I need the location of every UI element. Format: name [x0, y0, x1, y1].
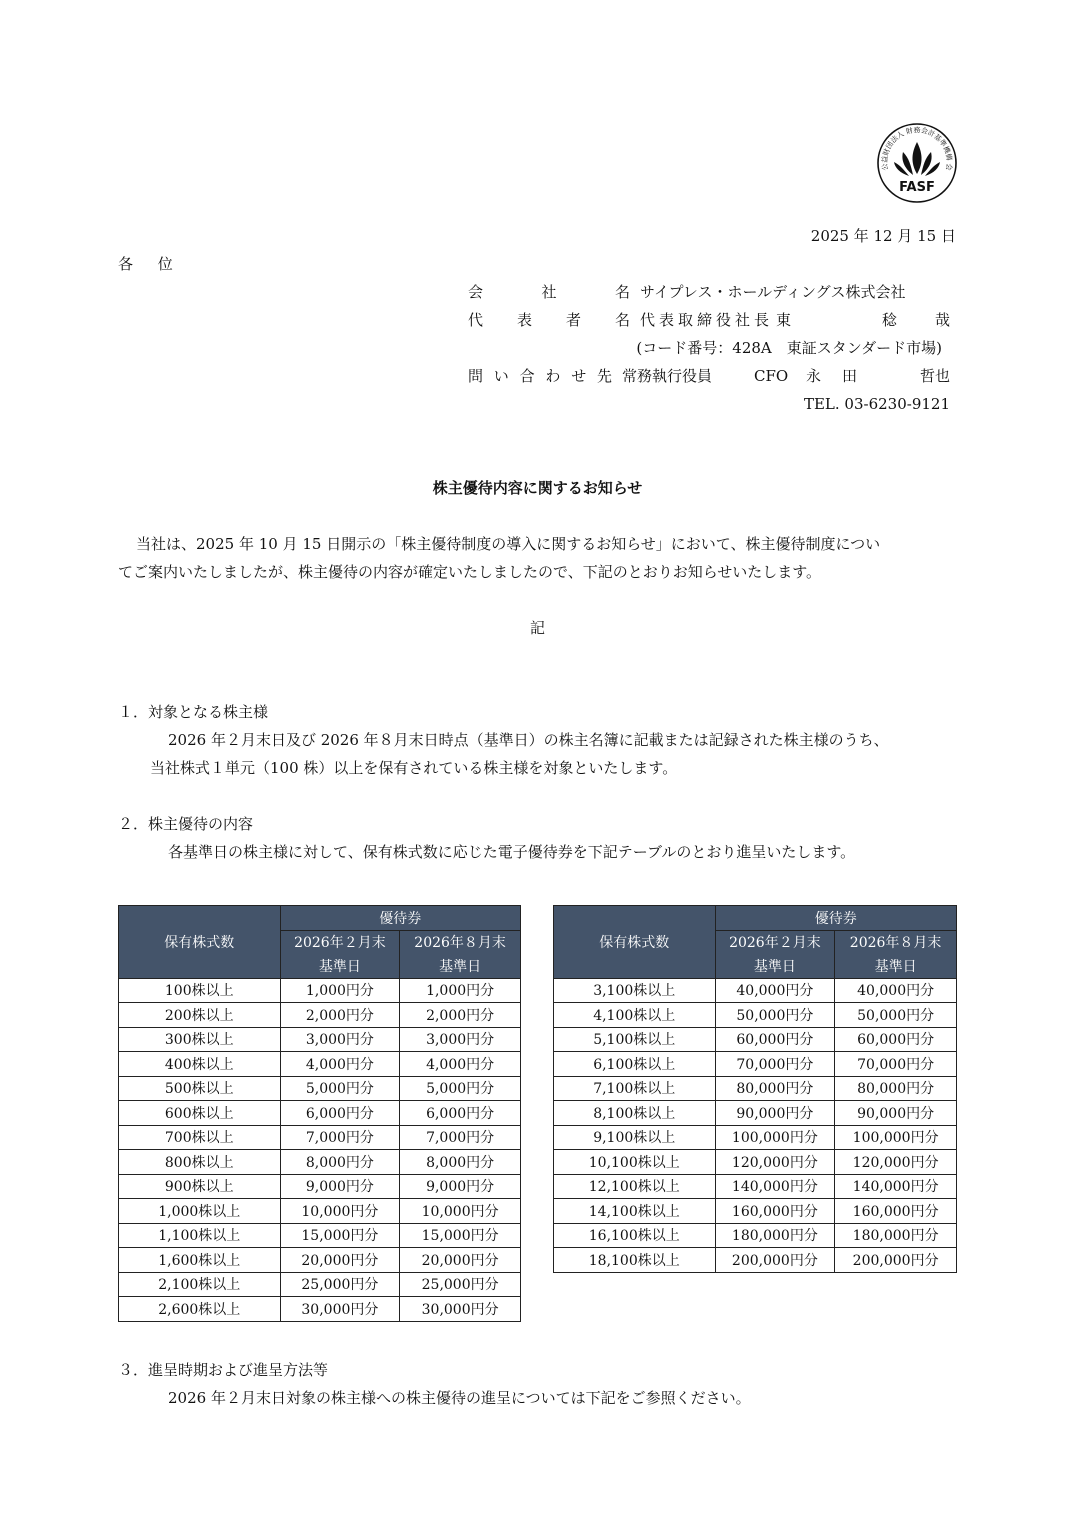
cell-shares: 1,600株以上	[119, 1248, 281, 1273]
cell-shares: 300株以上	[119, 1027, 281, 1052]
header-feb-line1: 2026年２月末	[280, 930, 400, 954]
cell-feb-voucher: 7,000円分	[280, 1125, 400, 1150]
cell-shares: 8,100株以上	[554, 1101, 716, 1126]
section-2-heading: ２．株主優待の内容	[118, 815, 254, 833]
cell-aug-voucher: 50,000円分	[835, 1003, 957, 1028]
representative-row	[468, 310, 950, 330]
cell-feb-voucher: 140,000円分	[715, 1174, 835, 1199]
cell-aug-voucher: 9,000円分	[400, 1174, 521, 1199]
table-row	[554, 1248, 957, 1273]
table-row	[554, 1052, 957, 1077]
header-voucher: 優待券	[715, 906, 956, 931]
cell-aug-voucher: 10,000円分	[400, 1199, 521, 1224]
company-name: サイプレス・ホールディングス株式会社	[640, 283, 906, 301]
table-row	[554, 1027, 957, 1052]
tel: TEL. 03-6230-9121	[803, 395, 950, 413]
cell-feb-voucher: 40,000円分	[715, 978, 835, 1003]
table-row	[119, 1027, 521, 1052]
cell-feb-voucher: 5,000円分	[280, 1076, 400, 1101]
cell-feb-voucher: 6,000円分	[280, 1101, 400, 1126]
cell-aug-voucher: 140,000円分	[835, 1174, 957, 1199]
cell-feb-voucher: 160,000円分	[715, 1199, 835, 1224]
logo-arc-text: 公益財団法人 財務会計基準機構 会	[880, 126, 954, 171]
cell-feb-voucher: 30,000円分	[280, 1297, 400, 1322]
cell-feb-voucher: 70,000円分	[715, 1052, 835, 1077]
page-title: 株主優待内容に関するお知らせ	[432, 479, 643, 497]
cell-feb-voucher: 180,000円分	[715, 1223, 835, 1248]
representative-name: 代表取締役社長 東 稔 哉	[640, 311, 950, 329]
header-feb-line1: 2026年２月末	[715, 930, 835, 954]
cell-aug-voucher: 15,000円分	[400, 1223, 521, 1248]
table-row	[554, 1174, 957, 1199]
cell-feb-voucher: 50,000円分	[715, 1003, 835, 1028]
cell-shares: 200株以上	[119, 1003, 281, 1028]
table-row	[119, 1125, 521, 1150]
table-row	[554, 1003, 957, 1028]
section-3-heading: ３．進呈時期および進呈方法等	[118, 1361, 329, 1379]
cell-shares: 2,600株以上	[119, 1297, 281, 1322]
table-row	[119, 1199, 521, 1224]
cell-shares: 7,100株以上	[554, 1076, 716, 1101]
section-1-line-2: 当社株式１単元（100 株）以上を保有されている株主様を対象といたします。	[150, 759, 678, 777]
intro-line-1: 当社は、2025 年 10 月 15 日開示の「株主優待制度の導入に関するお知らせ」において、株主優待制度につい	[136, 535, 881, 553]
cell-shares: 2,100株以上	[119, 1272, 281, 1297]
cell-aug-voucher: 70,000円分	[835, 1052, 957, 1077]
ki-marker: 記	[529, 619, 545, 637]
cell-aug-voucher: 40,000円分	[835, 978, 957, 1003]
company-label: 会 社 名	[468, 283, 630, 301]
table-row	[119, 1003, 521, 1028]
cell-feb-voucher: 60,000円分	[715, 1027, 835, 1052]
cell-shares: 5,100株以上	[554, 1027, 716, 1052]
section-3-line-1: 2026 年２月末日対象の株主様への株主優待の進呈については下記をご参照ください。	[168, 1389, 751, 1407]
section-1-heading: １．対象となる株主様	[118, 703, 269, 721]
cell-aug-voucher: 3,000円分	[400, 1027, 521, 1052]
table-row	[119, 1076, 521, 1101]
cell-aug-voucher: 120,000円分	[835, 1150, 957, 1175]
cell-aug-voucher: 6,000円分	[400, 1101, 521, 1126]
cell-aug-voucher: 25,000円分	[400, 1272, 521, 1297]
table-row	[119, 1223, 521, 1248]
cell-aug-voucher: 20,000円分	[400, 1248, 521, 1273]
header-aug-line1: 2026年８月末	[835, 930, 957, 954]
cell-shares: 6,100株以上	[554, 1052, 716, 1077]
table-row	[119, 1150, 521, 1175]
company-row	[468, 282, 950, 302]
cell-aug-voucher: 7,000円分	[400, 1125, 521, 1150]
table-row	[554, 1199, 957, 1224]
cell-aug-voucher: 2,000円分	[400, 1003, 521, 1028]
cell-aug-voucher: 5,000円分	[400, 1076, 521, 1101]
header-voucher: 優待券	[280, 906, 520, 931]
addressee: 各 位	[118, 255, 183, 273]
cell-aug-voucher: 180,000円分	[835, 1223, 957, 1248]
table-row	[119, 1174, 521, 1199]
table-row	[554, 978, 957, 1003]
cell-shares: 12,100株以上	[554, 1174, 716, 1199]
cell-aug-voucher: 90,000円分	[835, 1101, 957, 1126]
section-1-line-1: 2026 年２月末日及び 2026 年８月末日時点（基準日）の株主名簿に記載または記録された株主様のうち、	[168, 731, 889, 749]
header-aug-line2: 基準日	[400, 954, 521, 978]
cell-shares: 14,100株以上	[554, 1199, 716, 1224]
cell-shares: 18,100株以上	[554, 1248, 716, 1273]
cell-feb-voucher: 200,000円分	[715, 1248, 835, 1273]
document-date: 2025 年 12 月 15 日	[810, 227, 956, 245]
intro-line-2: てご案内いたしましたが、株主優待の内容が確定いたしましたので、下記のとおりお知らせいたします。	[118, 563, 822, 581]
cell-feb-voucher: 25,000円分	[280, 1272, 400, 1297]
contact-label: 問 い 合 わ せ 先	[468, 367, 612, 385]
table-row	[554, 1223, 957, 1248]
cell-shares: 9,100株以上	[554, 1125, 716, 1150]
table-row	[119, 978, 521, 1003]
table-row	[119, 1248, 521, 1273]
table-row	[119, 1052, 521, 1077]
cell-shares: 800株以上	[119, 1150, 281, 1175]
header-shares: 保有株式数	[119, 906, 281, 979]
cell-shares: 400株以上	[119, 1052, 281, 1077]
cell-aug-voucher: 60,000円分	[835, 1027, 957, 1052]
cell-shares: 900株以上	[119, 1174, 281, 1199]
header-aug-line1: 2026年８月末	[400, 930, 521, 954]
cell-shares: 4,100株以上	[554, 1003, 716, 1028]
cell-feb-voucher: 8,000円分	[280, 1150, 400, 1175]
cell-shares: 500株以上	[119, 1076, 281, 1101]
header-feb-line2: 基準日	[715, 954, 835, 978]
cell-feb-voucher: 90,000円分	[715, 1101, 835, 1126]
table-row	[119, 1101, 521, 1126]
cell-feb-voucher: 120,000円分	[715, 1150, 835, 1175]
cell-feb-voucher: 80,000円分	[715, 1076, 835, 1101]
cell-aug-voucher: 200,000円分	[835, 1248, 957, 1273]
header-aug-line2: 基準日	[835, 954, 957, 978]
table-left-body	[119, 978, 521, 1321]
cell-shares: 3,100株以上	[554, 978, 716, 1003]
table-row	[554, 1101, 957, 1126]
cell-shares: 600株以上	[119, 1101, 281, 1126]
logo-mark: FASF	[899, 180, 935, 195]
cell-feb-voucher: 4,000円分	[280, 1052, 400, 1077]
cell-shares: 1,000株以上	[119, 1199, 281, 1224]
cell-shares: 16,100株以上	[554, 1223, 716, 1248]
cell-aug-voucher: 80,000円分	[835, 1076, 957, 1101]
benefit-table-left	[118, 905, 521, 1322]
cell-aug-voucher: 1,000円分	[400, 978, 521, 1003]
table-row	[554, 1076, 957, 1101]
cell-shares: 1,100株以上	[119, 1223, 281, 1248]
cell-feb-voucher: 15,000円分	[280, 1223, 400, 1248]
cell-feb-voucher: 2,000円分	[280, 1003, 400, 1028]
cell-feb-voucher: 20,000円分	[280, 1248, 400, 1273]
cell-feb-voucher: 10,000円分	[280, 1199, 400, 1224]
cell-shares: 100株以上	[119, 978, 281, 1003]
table-row	[119, 1297, 521, 1322]
section-2-line-1: 各基準日の株主様に対して、保有株式数に応じた電子優待券を下記テーブルのとおり進呈いたします。	[168, 843, 856, 861]
contact-row	[468, 366, 950, 386]
cell-aug-voucher: 100,000円分	[835, 1125, 957, 1150]
header-feb-line2: 基準日	[280, 954, 400, 978]
cell-shares: 10,100株以上	[554, 1150, 716, 1175]
cell-feb-voucher: 1,000円分	[280, 978, 400, 1003]
cell-aug-voucher: 8,000円分	[400, 1150, 521, 1175]
header-shares: 保有株式数	[554, 906, 716, 979]
cell-aug-voucher: 4,000円分	[400, 1052, 521, 1077]
cell-feb-voucher: 100,000円分	[715, 1125, 835, 1150]
contact-name: 常務執行役員 CFO 永 田 哲 也	[622, 367, 950, 385]
table-row	[554, 1150, 957, 1175]
representative-label: 代 表 者 名	[468, 311, 630, 329]
fasf-logo-icon	[876, 122, 958, 204]
table-row	[554, 1125, 957, 1150]
table-row	[119, 1272, 521, 1297]
cell-feb-voucher: 3,000円分	[280, 1027, 400, 1052]
cell-aug-voucher: 30,000円分	[400, 1297, 521, 1322]
fasf-logo	[876, 122, 958, 204]
cell-aug-voucher: 160,000円分	[835, 1199, 957, 1224]
benefit-table-right	[553, 905, 957, 1273]
stock-code: (コード番号：428A 東証スタンダード市場)	[636, 339, 942, 357]
cell-shares: 700株以上	[119, 1125, 281, 1150]
cell-feb-voucher: 9,000円分	[280, 1174, 400, 1199]
table-right-body	[554, 978, 957, 1272]
